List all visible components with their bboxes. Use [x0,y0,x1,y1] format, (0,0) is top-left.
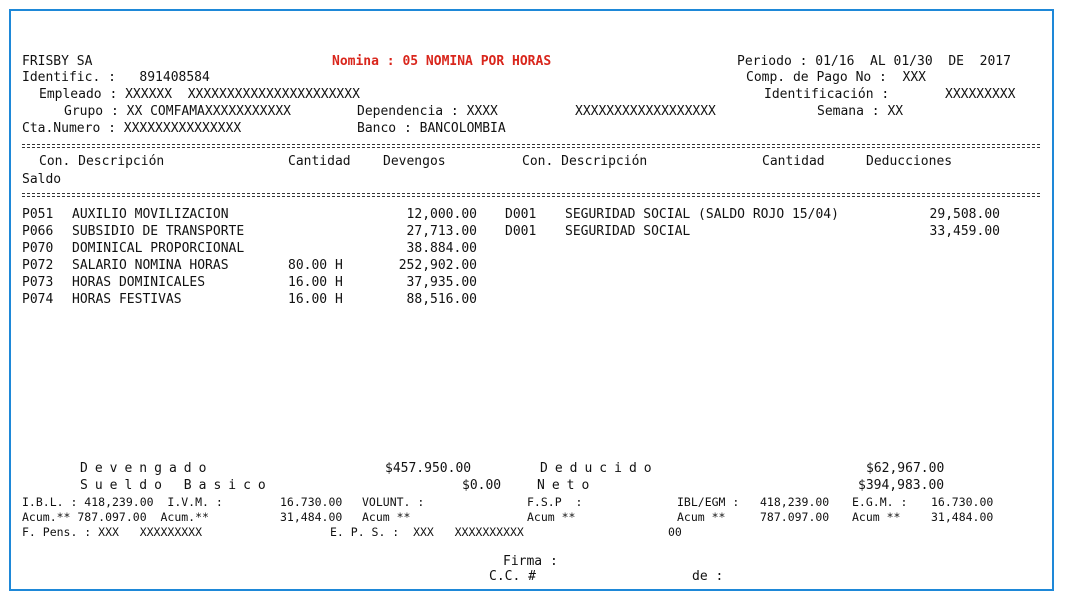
comp-pago: Comp. de Pago No : XXX [746,70,927,85]
row-qty: 16.00 H [288,275,343,290]
row-code: P066 [22,224,54,239]
row-amount: 252,902.00 [398,258,477,273]
col-deducciones: Deducciones [866,154,953,169]
row-desc: HORAS FESTIVAS [72,292,182,307]
separator-top-2 [22,147,1040,148]
eps: E. P. S. : XXX XXXXXXXXXX [330,525,524,539]
row-code: P051 [22,207,54,222]
col-cantidad-1: Cantidad [288,154,351,169]
volunt-label: VOLUNT. : [362,495,425,509]
fsp-label: F.S.P : [527,495,583,509]
periodo: Periodo : 01/16 AL 01/30 DE 2017 [737,54,1011,69]
row-code: D001 [505,207,537,222]
row-code: P070 [22,241,54,256]
sueldo-basico-value: $0.00 [462,478,502,493]
row-desc: HORAS DOMINICALES [72,275,206,290]
ibl-egm-value: 418,239.00 [760,495,830,509]
devengado-value: $457.950.00 [385,461,472,476]
row-desc: DOMINICAL PROPORCIONAL [72,241,245,256]
acum-c: Acum ** [362,510,411,524]
separator-mid [22,193,1040,194]
deducido-value: $62,967.00 [866,461,945,476]
col-saldo: Saldo [22,172,62,187]
fondo-pensiones: F. Pens. : XXX XXXXXXXXX [22,525,203,539]
cc-label: C.C. # [489,569,536,584]
row-amount: 38.884.00 [406,241,477,256]
acum-value-b: 31,484.00 [280,510,343,524]
col-con-descripcion-1: Con. Descripción [39,154,165,169]
row-qty: 16.00 H [288,292,343,307]
de-label: de : [692,569,724,584]
identific: Identific. : 891408584 [22,70,210,85]
identificacion-value: XXXXXXXXX [945,87,1016,102]
row-desc: SEGURIDAD SOCIAL (SALDO ROJO 15/04) [565,207,839,222]
ibl-ivm-label: I.B.L. : 418,239.00 I.V.M. : [22,495,223,509]
row-amount: 88,516.00 [406,292,477,307]
separator-top [22,144,1040,145]
separator-mid-2 [22,196,1040,197]
acum-e: Acum ** [677,510,726,524]
sueldo-basico-label: Sueldo Basico [80,478,273,493]
banco: Banco : BANCOLOMBIA [357,121,506,136]
row-desc: SEGURIDAD SOCIAL [565,224,691,239]
neto-value: $394,983.00 [858,478,945,493]
ivm-value: 16.730.00 [280,495,343,509]
company-name: FRISBY SA [22,54,93,69]
ibl-egm-label: IBL/EGM : [677,495,740,509]
col-con-descripcion-2: Con. Descripción [522,154,648,169]
acum-value-f: 31,484.00 [931,510,994,524]
deducido-label: Deducido [540,461,659,476]
row-qty: 80.00 H [288,258,343,273]
row-code: P074 [22,292,54,307]
row-desc: SALARIO NOMINA HORAS [72,258,229,273]
col-devengos: Devengos [383,154,446,169]
acum-value-e: 787.097.00 [760,510,830,524]
row-amount: 37,935.00 [406,275,477,290]
acum-row-a: Acum.** 787.097.00 Acum.** [22,510,209,524]
row-amount: 27,713.00 [406,224,477,239]
semana: Semana : XX [817,104,904,119]
grupo: Grupo : XX COMFAMAXXXXXXXXXXX [64,104,291,119]
row-desc: AUXILIO MOVILIZACION [72,207,229,222]
cta-numero: Cta.Numero : XXXXXXXXXXXXXXX [22,121,242,136]
neto-label: Neto [537,478,597,493]
egm-label: E.G.M. : [852,495,908,509]
row-amount: 29,508.00 [929,207,1000,222]
firma-label: Firma : [503,554,558,569]
acum-f: Acum ** [852,510,901,524]
acum-d: Acum ** [527,510,576,524]
eps-trail: 00 [668,525,682,539]
row-code: D001 [505,224,537,239]
nomina-title: Nomina : 05 NOMINA POR HORAS [332,54,552,69]
row-desc: SUBSIDIO DE TRANSPORTE [72,224,245,239]
dependencia-extra: XXXXXXXXXXXXXXXXXX [575,104,716,119]
dependencia: Dependencia : XXXX [357,104,498,119]
identificacion-label: Identificación : [764,87,890,102]
col-cantidad-2: Cantidad [762,154,825,169]
row-code: P073 [22,275,54,290]
row-code: P072 [22,258,54,273]
row-amount: 33,459.00 [929,224,1000,239]
empleado: Empleado : XXXXXX XXXXXXXXXXXXXXXXXXXXXX [39,87,360,102]
row-amount: 12,000.00 [406,207,477,222]
egm-value: 16.730.00 [931,495,994,509]
devengado-label: Devengado [80,461,214,476]
